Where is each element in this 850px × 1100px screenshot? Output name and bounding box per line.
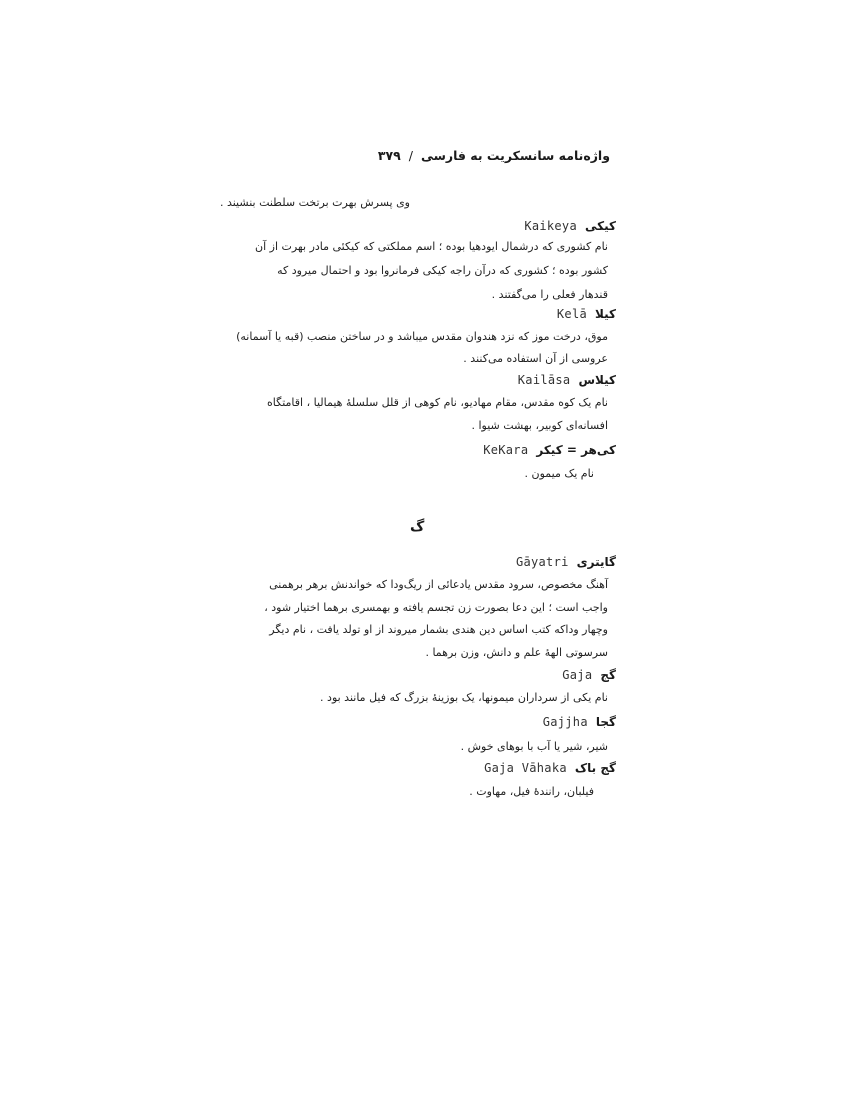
headword-latin: Kelā: [556, 307, 587, 321]
entry-headword-kekara: [483, 443, 616, 457]
headword-latin: Gajjha: [542, 715, 588, 729]
definition-line: سرسوتی الههٔ علم و دانش، وزن برهما .: [425, 646, 608, 659]
definition-line: قندهار فعلی را می‌گفتند .: [491, 288, 608, 301]
definition-line: عروسی از آن استفاده می‌کنند .: [463, 352, 608, 365]
book-title: واژه‌نامه سانسکریت به فارسی: [420, 148, 610, 163]
entry-headword-gaja: [562, 668, 616, 682]
header-separator: /: [408, 148, 413, 163]
definition-line: افسانه‌ای کوبیر، بهشت شیوا .: [471, 419, 608, 432]
definition-line: واجب است ؛ این دعا بصورت زن تجسم یافته و بهمسری برهما اختیار شود ،: [264, 601, 608, 614]
definition-line: نام یک میمون .: [524, 467, 594, 480]
headword-persian: کیلا: [595, 307, 616, 321]
headword-persian: گجا: [595, 715, 616, 729]
definition-line: نام کشوری که درشمال ایودهیا بوده ؛ اسم مملکتی که کیکئی مادر بهرت از آن: [255, 240, 608, 253]
headword-latin: KeKara: [483, 443, 529, 457]
headword-latin: Gaja: [562, 668, 593, 682]
definition-line: نام یکی از سرداران میمونها، یک بوزینهٔ بزرگ که فیل مانند بود .: [320, 691, 608, 704]
entry-headword-kailasa: [518, 373, 616, 387]
definition-line: آهنگ مخصوص، سرود مقدس یادعائی از ریگ‌ودا که خواندنش برهر برهمنی: [269, 578, 608, 591]
entry-headword-gayatri: [516, 555, 616, 569]
definition-line: فیلبان، رانندهٔ فیل، مهاوت .: [469, 785, 594, 798]
entry-headword-kela: [557, 307, 616, 321]
definition-line: موق، درخت موز که نزد هندوان مقدس میباشد و در ساختن منصب (قبه یا آسمانه): [236, 330, 608, 343]
headword-persian: گج باک: [574, 761, 616, 775]
headword-persian: کی‌هر = کیکر: [536, 443, 616, 457]
entry-headword-gajjha: [543, 715, 616, 729]
headword-latin: Gaja Vāhaka: [484, 761, 567, 775]
headword-latin: Kaikeya: [524, 219, 577, 233]
entry-headword-gaja-vahaka: [484, 761, 616, 775]
definition-line: نام یک کوه مقدس، مقام مهادیو، نام کوهی از قلل سلسلهٔ هیمالیا ، اقامتگاه: [267, 396, 608, 409]
entry-headword-kaikeya: [524, 219, 616, 233]
section-letter: گ: [410, 519, 425, 535]
headword-latin: Kailāsa: [517, 373, 571, 387]
definition-line: کشور بوده ؛ کشوری که درآن راجه کیکی فرمانروا بود و احتمال میرود که: [277, 264, 608, 277]
page-number: ۳۷۹: [377, 148, 401, 163]
headword-persian: کیکی: [585, 219, 616, 233]
headword-persian: گج: [600, 668, 616, 682]
headword-persian: کیلاس: [578, 373, 616, 387]
definition-line: شیر، شیر یا آب با بوهای خوش .: [460, 740, 608, 753]
headword-persian: گایتری: [576, 555, 616, 569]
continuation-line: وی پسرش بهرت برتخت سلطنت بنشیند .: [219, 196, 410, 209]
page-header: [230, 148, 610, 163]
headword-latin: Gāyatri: [515, 555, 569, 569]
definition-line: وچهار وداکه کتب اساس دین هندی بشمار میروند از او تولد یافت ، نام دیگر: [269, 623, 608, 636]
